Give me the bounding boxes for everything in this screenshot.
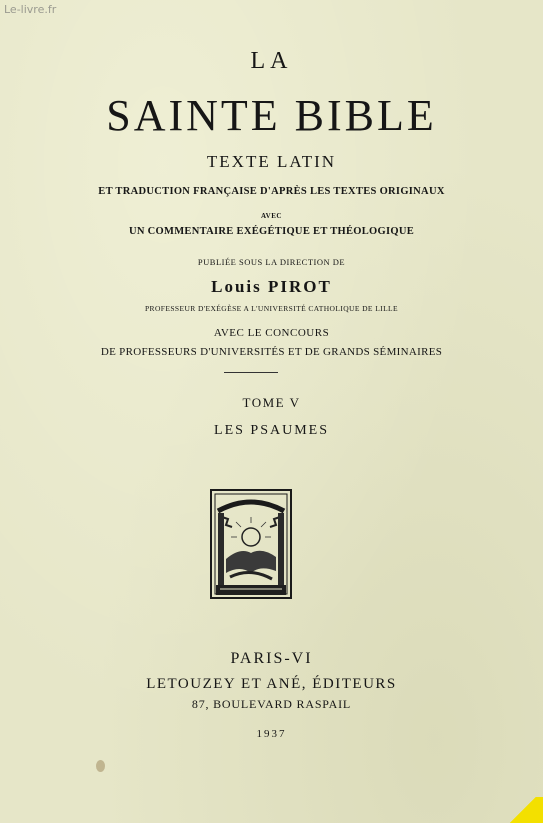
commentary-line: UN COMMENTAIRE EXÉGÉTIQUE ET THÉOLOGIQUE [128, 226, 415, 237]
tome-label: TOME V [242, 395, 301, 410]
paper-stain [96, 760, 105, 772]
imprint-year: 1937 [256, 728, 287, 740]
corner-highlight [503, 797, 543, 823]
avec-line: AVEC [261, 212, 282, 220]
published-under-line: PUBLIÉE SOUS LA DIRECTION DE [197, 257, 346, 267]
divider-rule [224, 372, 278, 373]
imprint-publisher: LETOUZEY ET ANÉ, ÉDITEURS [146, 676, 397, 692]
imprint-address: 87, BOULEVARD RASPAIL [191, 697, 352, 711]
concours-line-1: AVEC LE CONCOURS [213, 327, 330, 339]
subtitle-latin-text: TEXTE LATIN [206, 152, 337, 171]
concours-line-2: DE PROFESSEURS D'UNIVERSITÉS ET DE GRANDS SÉMINAIRES [100, 346, 443, 358]
book-title: SAINTE BIBLE [106, 91, 437, 140]
author-name: Louis PIROT [211, 277, 332, 296]
author-title: PROFESSEUR D'EXÉGÈSE A L'UNIVERSITÉ CATHOLIQUE DE LILLE [144, 304, 399, 313]
imprint-city: PARIS-VI [230, 650, 313, 667]
watermark: Le-livre.fr [4, 3, 57, 16]
book-name: LES PSAUMES [214, 423, 329, 438]
translation-line: ET TRADUCTION FRANÇAISE D'APRÈS LES TEXTES ORIGINAUX [98, 186, 445, 197]
publisher-device-emblem-icon [210, 489, 292, 599]
title-article: LA [250, 48, 293, 74]
